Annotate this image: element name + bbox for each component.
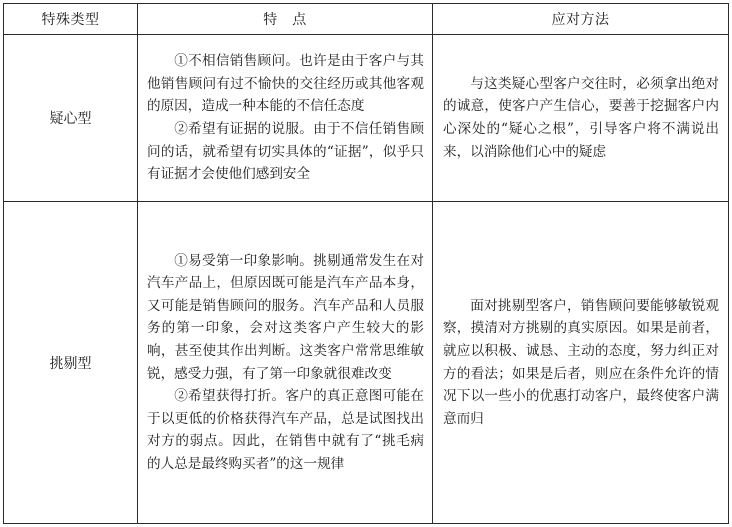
feature-paragraph: ②希望有证据的说服。由于不信任销售顾问的话，就希望有切实具体的“证据”，似乎只有证据才会使他们感到安全 [147,121,424,183]
row-method-picky [433,202,729,524]
method-paragraph: 与这类疑心型客户交往时，必须拿出绝对的诚意，使客户产生信心，要善于挖掘客户内心深处的“疑心之根”，引导客户将不满说出来，以消除他们心中的疑虑 [443,75,719,160]
feature-paragraph: ②希望获得打折。客户的真正意图可能在于以更低的价格获得汽车产品，总是试图找出对方的弱点。因此，在销售中就有了“挑毛病的人总是最终购买者”的这一规律 [147,388,424,472]
feature-paragraph: ①不相信销售顾问。也许是由于客户与其他销售顾问有过不愉快的交往经历或其他客观的原因，造成一种本能的不信任态度 [147,53,424,115]
header-features: 特 点 [138,4,433,35]
header-special-type: 特殊类型 [4,4,138,35]
row-type-suspicious: 疑心型 [4,35,138,202]
row-features-picky [138,202,433,524]
row-type-picky: 挑剔型 [4,202,138,524]
header-countermeasures: 应对方法 [433,4,729,35]
row-method-suspicious [433,35,729,202]
method-paragraph: 面对挑剔型客户，销售顾问要能够敏锐观察，摸清对方挑剔的真实原因。如果是前者，就应以积极、诚恳、主动的态度，努力纠正对方的看法；如果是后者，则应在条件允许的情况下以一些小的优惠打动客户，最终使客户满意而归 [443,297,719,427]
table-row [4,35,729,202]
row-features-suspicious [138,35,433,202]
customer-type-table [3,3,729,524]
table-header-row [4,4,729,35]
customer-type-table-page [3,3,728,522]
feature-paragraph: ①易受第一印象影响。挑剔通常发生在对汽车产品上，但原因既可能是汽车产品本身，又可能是销售顾问的服务。汽车产品和人员服务的第一印象，会对这类客户产生较大的影响，甚至使其作出判断。这类客户常常思维敏锐，感受力强，有了第一印象就很难改变 [147,252,424,382]
table-row [4,202,729,524]
